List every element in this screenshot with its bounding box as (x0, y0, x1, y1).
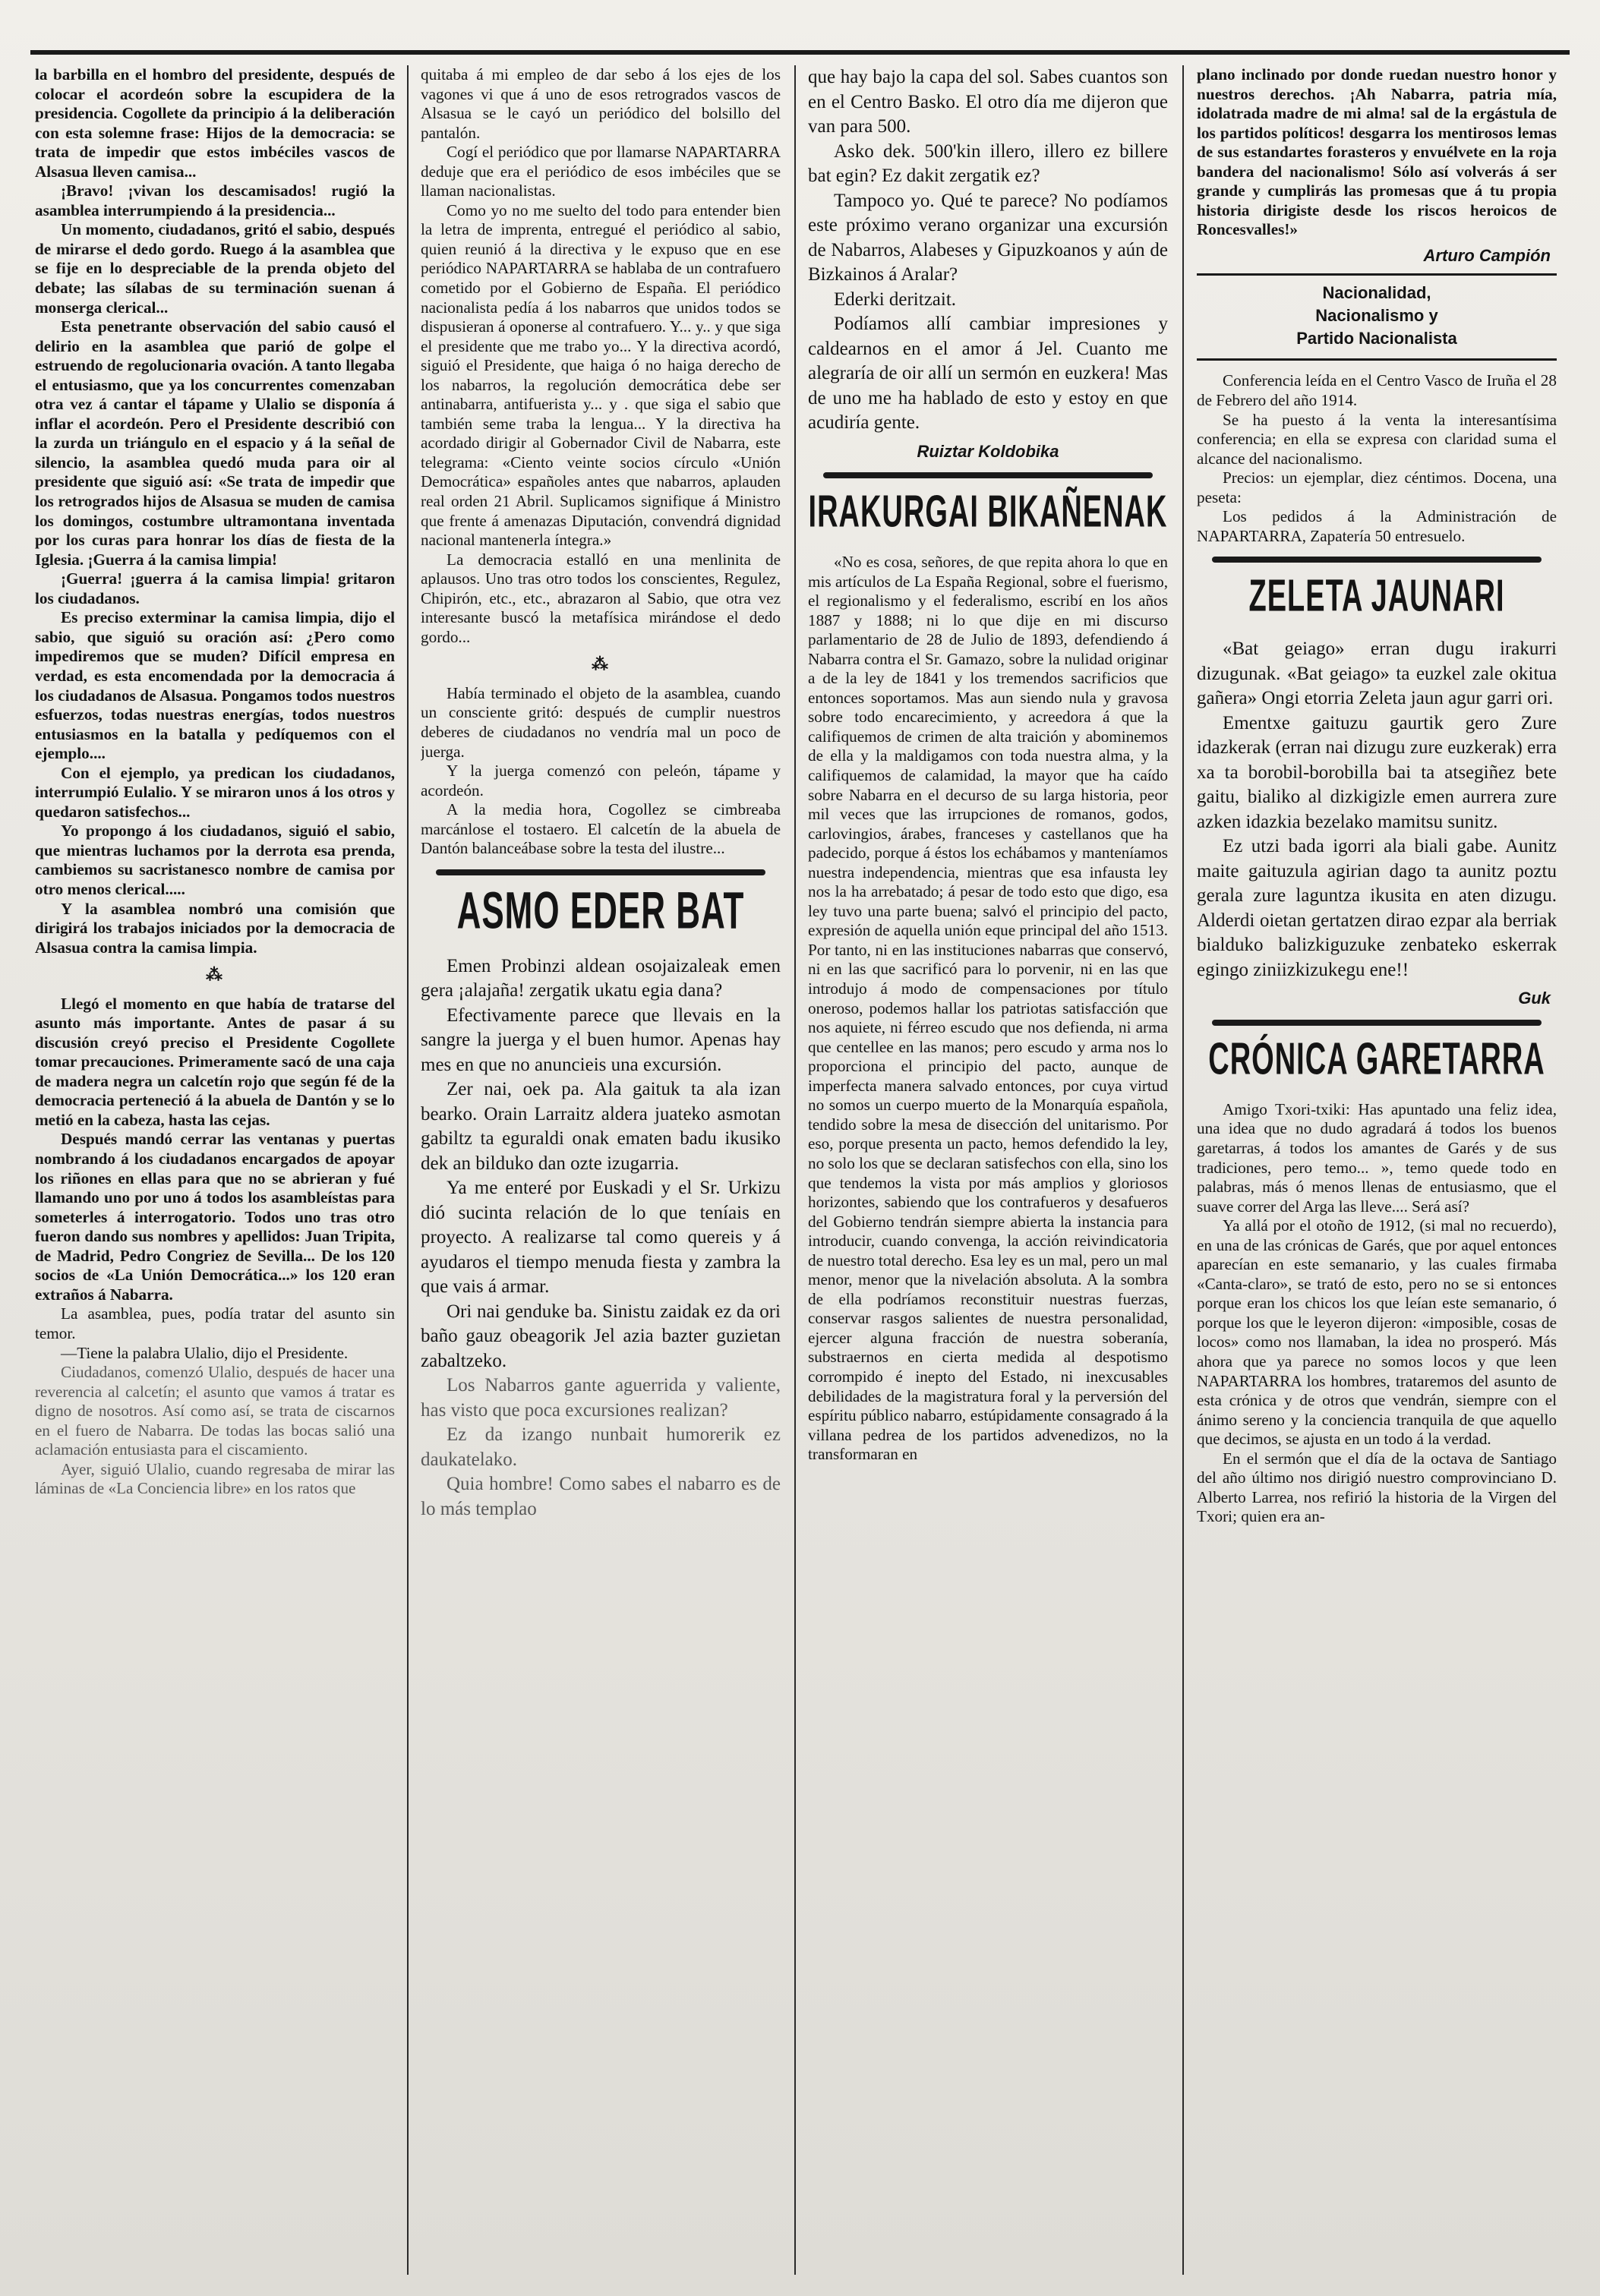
paragraph: Ez utzi bada igorri ala biali gabe. Aunitz maite gaituzula agirian dago ta aunitz poztu gerala zure laguntza ikusita en aten dizugu. Alderdi oietan gertatzen dirao ezpar ala berriak bialduko balizkiguzuke zenbateko eskerrak egingo ziniizkizukegu ene!! (1197, 836, 1557, 980)
paragraph: Cogí el periódico que por llamarse NAPARTARRA deduje que era el periódico de esos imbéciles que se llaman nacionalistas. (421, 143, 781, 200)
paragraph: Yo propongo á los ciudadanos, siguió el sabio, que mientras luchamos por la derrota esa prenda, cambiemos su sacristanesco nombre de camisa por otro menos clerical..... (35, 822, 395, 898)
top-rule (30, 50, 1570, 55)
paragraph: que hay bajo la capa del sol. Sabes cuantos son en el Centro Basko. El otro día me dijeron que van para 500. (808, 67, 1168, 137)
paragraph: Con el ejemplo, ya predican los ciudadanos, interrumpió Eulalio. Y se miraron unos á los otros y quedaron satisfechos... (35, 763, 395, 821)
paragraph: Ciudadanos, comenzó Ulalio, después de hacer una reverencia al calcetín; el asunto que vamos á tratar es digno de nosotros. Así como así, se trata de ciscarnos en el fuero de Nabarra. De todas las bocas salió una aclamación entusiasta para el ciscamiento. (35, 1363, 395, 1459)
paragraph: Llegó el momento en que había de tratarse del asunto más importante. Antes de pasar á su discusión creyó preciso el Presidente Cogollete tomar precauciones. Primeramente sacó de una caja de madera negra un calcetín rojo que según fé de la democracia perteneció á la abuela de Dantón y se lo metió en la cabeza, hasta las cejas. (35, 994, 395, 1129)
author-signature: Guk (1518, 989, 1551, 1008)
announcement-heading: Nacionalidad, Nacionalismo y Partido Nacionalista (1296, 283, 1457, 348)
author-signature: Arturo Campión (1423, 245, 1551, 265)
paragraph: Es preciso exterminar la camisa limpia, dijo el sabio, que siguió su oración así: ¿Pero como impediremos que se muden? Difícil empresa en verdad, es esta encomendada por la democracia á los ciudadanos de Alsasua. Pongamos todos nuestros esfuerzos, todas nuestras energías, todos nuestros entusiasmos en la batalla y pedíquemos con el ejemplo.... (35, 608, 395, 763)
paragraph: quitaba á mi empleo de dar sebo á los ejes de los vagones vi que á uno de esos retrogrados vascos de Alsasua se le cayó un periódico del bolsillo del pantalón. (421, 65, 781, 142)
article-title: CRÓNICA GARETARRA (1208, 1035, 1545, 1085)
paragraph: Quia hombre! Como sabes el nabarro es de lo más templao (421, 1474, 781, 1519)
paragraph: «Bat geiago» erran dugu irakurri dizugunak. «Bat geiago» ta euzkel zale okitua gañera» Ongi etorria Zeleta jaun agur garri ori. (1197, 639, 1557, 709)
paragraph: Emen Probinzi aldean osojaizaleak emen gera ¡alajaña! zergatik ukatu egia dana? (421, 955, 781, 1001)
column-divider (1182, 65, 1184, 2275)
paragraph: Ederki deritzait. (834, 289, 957, 310)
paragraph: Y la asamblea nombró una comisión que dirigirá los trabajos iniciados por la democracia de Alsasua contra la camisa limpia. (35, 899, 395, 957)
paragraph: Ya allá por el otoño de 1912, (si mal no recuerdo), en una de las crónicas de Garés, que por aquel entonces aparecían en este semanario, y las cuales firmaba «Canta-claro», se trató de esto, pero no se si entonces porque eran los chicos los que leían este semanario, ó porque los que le leyeron dijeron: «imposible, cosas de locos» como nos llamaban, la idea no prosperó. Más ahora que ya parece no somos locos y que leen NAPARTARRA los hombres, trataremos del asunto de esta crónica y de otros que vendrán, siempre con el ánimo sereno y la conciencia tranquila de que aquello que decimos, se ajusta en un todo á la verdad. (1197, 1216, 1557, 1449)
paragraph: Un momento, ciudadanos, gritó el sabio, después de mirarse el dedo gordo. Ruego á la asamblea que se fije en lo despreciable de la prenda objeto del debate; las sílabas de su terminación suenan á monserga clerical... (35, 220, 395, 317)
announcement-box (1197, 273, 1557, 361)
paragraph: En el sermón que el día de la octava de Santiago del año último nos dirigió nuestro comprovinciano D. Alberto Larrea, nos refirió la historia de la Virgen del Txori; quien era an- (1197, 1449, 1557, 1526)
paragraph: la barbilla en el hombro del presidente, después de colocar el acordeón sobre la escupidera de la presidencia. Cogollete da principio á la deliberación con esta solemne frase: Hijos de la democracia: se trata de impedir que estos imbéciles vascos de Alsasua lleven camisa... (35, 65, 395, 181)
paragraph: La democracia estalló en una menlinita de aplausos. Uno tras otro todos los conscientes, Regulez, Chipirón, etc., etc., abrazaron al Sabio, que otra vez interesante buscó la metafísica mirándose el dedo gordo... (421, 550, 781, 646)
paragraph: Había terminado el objeto de la asamblea, cuando un consciente gritó: después de cumplir nuestros deberes de ciudadanos no vendría mal un poco de juerga. (421, 683, 781, 761)
paragraph: Amigo Txori-txiki: Has apuntado una feliz idea, una idea que no dudo agradará á todos los buenos garetarras, á todos los amantes de Garés y de sus tradiciones, pero temo... », temo quede todo en palabras, más ó menos llenas de entusiasmo, que el suave correr del Arga las lleve.... Será así? (1197, 1099, 1557, 1216)
paragraph: A la media hora, Cogollez se cimbreaba marcánlose el tostaero. El calcetín de la abuela de Dantón balanceábase sobre la testa del ilustre... (421, 800, 781, 858)
paragraph: Efectivamente parece que llevais en la sangre la juerga y el buen humor. Apenas hay mes en que no anuncieis una excursión. (421, 1004, 781, 1075)
column-1 (35, 65, 395, 2275)
paragraph: «No es cosa, señores, de que repita ahora lo que en mis artículos de La España Regional, sobre el fuerismo, el regionalismo y el federalismo, escribí en los años 1887 y 1888; ni lo que dije en mi discurso parlamentario de 28 de Julio de 1893, defendiendo á Nabarra contra el Sr. Gamazo, sobre la nulidad originar a de la ley de 1841 y los tremendos sacrificios que entonces soportamos. Mas aun siendo nula y gravosa sobre todo encarecimiento, y acreedora á que la califiquemos de crimen de alta traición y abominemos de ella y la maldigamos con toda nuestra alma, y la califiquemos de calamidad, la mayor que ha caído sobre Nabarra en el decurso de su larga historia, peor mil veces que las irrupciones de romanos, godos, carlovingios, árabes, franceses y castellanos que ha padecido, porque á éstos los echábamos y manteníamos nuestra independencia, mientras que esa infausta ley nos la ha arrebatado; á pesar de todo esto que digo, esa ley tuvo una parte buena; salvó el principio del pacto, expresión de aquella unión eque principal del año 1513. Por tanto, ni en las instituciones nabarras que conservó, ni en las que sacrificó para lo porvenir, ni en las que introdujo á modo de compensaciones por título oneroso, podemos hallar los patriotas satisfacción que nos aquiete, ni férreo escudo que nos defienda, ni arma que centellee en las manos; pero escudo y arma nos lo proporciona el principio del pacto, aunque de imperfecta manera salvado entonces, por cuya virtud no somos un cuerpo muerto de la Monarquía española, tendido sobre la mesa de disección del unitarismo. Por eso, porque presenta un pacto, hemos defendido la ley, no solo los que se declaran satisfechos con ella, sino los que tendemos la vista por más amplios y gloriosos horizontes, sabiendo que los contrafueros y desafueros del Gobierno tendrán siempre abierta la instancia para introducir, cuando convenga, la acción reivindicatoria de nuestro total derecho. Esa ley es un mal, pero un mal menor, menor que la nivelación absoluta. A la sombra de ella podríamos reconstituir nuestras fuerzas, conservar rasgos salientes de nuestra personalidad, ejercer alguna fracción de nuestra soberanía, substraernos en cierta medida al despotismo corrompido é inepto del Estado, ni inexcusables debilidades de la magistratura foral y la perversión del espíritu público nabarro, estúpidamente consagrado á la villana pedrea de los partidos advenedizos, no la transformaran en (808, 553, 1168, 1464)
paragraph: Se ha puesto á la venta la interesantísima conferencia; en ella se expresa con claridad suma el alcance del nacionalismo. (1197, 410, 1557, 468)
paragraph: Asko dek. 500'kin illero, illero ez billere bat egin? Ez dakit zergatik ez? (808, 140, 1168, 186)
article-title: IRAKURGAI BIKAÑENAK (808, 487, 1168, 538)
column-divider (407, 65, 409, 2275)
paragraph: Esta penetrante observación del sabio causó el delirio en la asamblea que parió de golpe el estruendo de regolucionaria ovación. A tanto llegaba el entusiasmo, que ya los concurrentes comenzaban otra vez á cantar el tápame y Ulalio se disponía á inflar el acordeón. Pero el Presidente describió con la zurda un triángulo en el espacio y á la señal de silencio, la asamblea quedó muda para oir al presidente que siguió así: «Se trata de impedir que los retrogrados hijos de Alsasua se muden de camisa los domingos, costumbre ultramontana inventada por los curas para honrar los días de fiesta de la Iglesia. ¡Guerra á la camisa limpia! (35, 317, 395, 569)
section-separator: ⁂ (206, 965, 224, 985)
paragraph: La asamblea, pues, podía tratar del asunto sin temor. (35, 1304, 395, 1342)
ornament-rule (1212, 557, 1542, 563)
ornament-rule (823, 472, 1153, 478)
ornament-rule (436, 869, 765, 875)
article-title: ASMO EDER BAT (456, 882, 745, 941)
ornament-rule (1212, 1020, 1542, 1026)
paragraph: Tampoco yo. Qué te parece? No podíamos este próximo verano organizar una excursión de Nabarros, Alabeses y Gipuzkoanos y aún de Bizkainos á Aralar? (808, 190, 1168, 285)
paragraph: Ez da izango nunbait humorerik ez daukatelako. (421, 1424, 781, 1470)
paragraph: Ayer, siguió Ulalio, cuando regresaba de mirar las láminas de «La Conciencia libre» en los ratos que (35, 1459, 395, 1498)
paragraph: ¡Bravo! ¡vivan los descamisados! rugió la asamblea interrumpiendo á la presidencia... (35, 181, 395, 219)
paragraph: Y la juerga comenzó con peleón, tápame y acordeón. (421, 762, 781, 800)
section-separator: ⁂ (592, 654, 610, 674)
column-4 (1197, 65, 1557, 2275)
column-3 (808, 65, 1168, 2275)
paragraph: Ya me enteré por Euskadi y el Sr. Urkizu dió sucinta relación de lo que teníais en proyecto. A realizarse tal como quereis y á ayudaros el tiempo menuda fiesta y zambra la que vais á armar. (421, 1178, 781, 1298)
column-divider (794, 65, 796, 2275)
column-2 (421, 65, 781, 2275)
author-signature: Ruiztar Koldobika (917, 441, 1059, 461)
paragraph: Precios: un ejemplar, diez céntimos. Docena, una peseta: (1197, 468, 1557, 506)
paragraph: Podíamos allí cambiar impresiones y caldearnos en el amor á Jel. Cuanto me alegraría de oir allí un sermón en euzkera! Mas de uno me ha hablado de esto y estoy en que acudiría gente. (808, 314, 1168, 433)
paragraph: Ementxe gaituzu gaurtik gero Zure idazkerak (erran nai dizugu zure euzkerak) erra xa ta borobil-borobilla bai ta atsegiñez bete gaitu, bialiko al dizkigizle emen aurrera zure azken idazkia bezelako mamitsu sunitz. (1197, 712, 1557, 832)
paragraph: Como yo no me suelto del todo para entender bien la letra de imprenta, entregué el periódico al sabio, quien reunió á la directiva y le expuso que en ese periódico NAPARTARRA se hablaba de un contrafuero cometido por el Gobierno de España. El periódico nacionalista pedía á los nabarros que unidos todos se dispusieran á oponerse al contrafuero. Y... y.. y que siga el presidente que me trabo yo... Y la directiva acordó, siguió el Presidente, que haiga ó no haiga derecho de los nabarros, la regolución democrática debe ser antinabarra, antifuerista y... y . que siga el sabio que también seme traba la lengua... Y la directiva ha acordado dirigir al Gobernador Civil de Nabarra, este telegrama: «Ciento veinte socios círculo «Unión Democrática» españoles antes que nabarros, aplauden real orden 21 Abril. Suplicamos signifique á Ministro que frente á amenazas Diputación, convendrá dignidad nacional mantenerla íntegra.» (421, 200, 781, 550)
paragraph: —Tiene la palabra Ulalio, dijo el Presidente. (61, 1343, 349, 1362)
article-title: ZELETA JAUNARI (1248, 572, 1505, 622)
paragraph: ¡Guerra! ¡guerra á la camisa limpia! gritaron los ciudadanos. (35, 569, 395, 607)
paragraph: plano inclinado por donde ruedan nuestro honor y nuestros derechos. ¡Ah Nabarra, patria mía, idolatrada madre de mi alma! sal de la ergástula de los partidos políticos! desgarra los mentirosos lemas de sus estandartes forasteros y envuélvete en la roja bandera del nacionalismo! Sólo así volverás á ser grande y cumplirás las promesas que á tu propia historia dirigiste desde los riscos heroicos de Roncesvalles!» (1197, 65, 1557, 239)
paragraph: Ori nai genduke ba. Sinistu zaidak ez da ori baño gauz obeagorik Jel azia bazter guzietan zabaltzeko. (421, 1301, 781, 1371)
paragraph: Después mandó cerrar las ventanas y puertas nombrando á los ciudadanos encargados de apoyar los riñones en ellas para que no se abrieran y fué llamando uno por uno á todos los asambleístas para someterles á interrogatorio. Todos uno tras otro fueron dando sus nombres y apellidos: Juan Tripita, de Madrid, Pedro Congriez de Sevilla... De los 120 socios de «La Unión Democrática...» los 120 eran extraños á Nabarra. (35, 1130, 395, 1304)
paragraph: Los pedidos á la Administración de NAPARTARRA, Zapatería 50 entresuelo. (1197, 507, 1557, 545)
paragraph: Conferencia leída en el Centro Vasco de Iruña el 28 de Febrero del año 1914. (1197, 371, 1557, 410)
paragraph: Zer nai, oek pa. Ala gaituk ta ala izan bearko. Orain Larraitz aldera juateko asmotan gabiltz ta eguraldi onak ematen badu ikusiko dek an bilduko dan ozte izugarria. (421, 1079, 781, 1174)
paragraph: Los Nabarros gante aguerrida y valiente, has visto que poca excursiones realizan? (421, 1375, 781, 1421)
